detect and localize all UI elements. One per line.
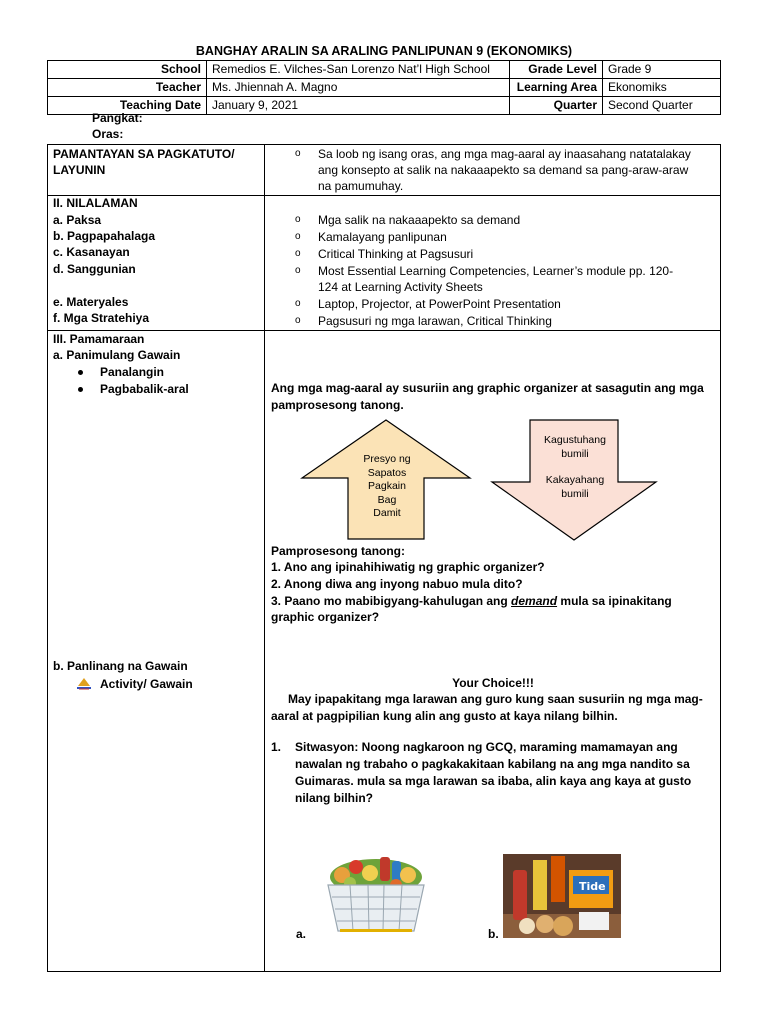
intro-line2: pamprosesong tanong. [271, 398, 404, 412]
option-a-label: a. [296, 927, 307, 941]
question-1: 1. Ano ang ipinahihiwatig ng graphic organizer? [271, 560, 545, 574]
intro-line1: Ang mga mag-aaral ay susuriin ang graphic organizer at sasagutin ang mga [271, 381, 704, 395]
quarter-value: Second Quarter [603, 97, 721, 115]
pangkat-label: Pangkat: [92, 111, 143, 125]
hollow-bullet-icon: o [295, 214, 301, 225]
situation-line4: nilang bilhin? [295, 791, 373, 805]
teaching-date-value: January 9, 2021 [207, 97, 510, 115]
pagbabalik-aral-item: Pagbabalik-aral [100, 382, 189, 396]
detergent-brand-text: Tide [579, 880, 606, 893]
hollow-bullet-icon: o [295, 265, 301, 276]
hollow-bullet-icon: o [295, 248, 301, 259]
content-item-paksa: Mga salik na nakaaapekto sa demand [318, 213, 521, 227]
hollow-bullet-icon: o [295, 315, 301, 326]
content-item-pagpapahalaga: Kamalayang panlipunan [318, 230, 447, 244]
school-label: School [48, 61, 207, 79]
up-arrow-text: Presyo ng [363, 453, 411, 465]
objective-line2: ang konsepto at salik na nakaaapekto sa demand sa pang-araw-araw [318, 163, 689, 177]
panlinang-gawain-label: b. Panlinang na Gawain [53, 659, 188, 673]
arrow-bullet-icon [76, 677, 92, 694]
content-item-sanggunian-line1: Most Essential Learning Competencies, Learner’s module pp. 120- [318, 264, 674, 278]
learning-area-value: Ekonomiks [603, 79, 721, 97]
teacher-value: Ms. Jhiennah A. Magno [207, 79, 510, 97]
stratehiya-label: f. Mga Stratehiya [53, 311, 150, 325]
down-arrow-text: bumili [561, 487, 589, 500]
panimulang-gawain-label: a. Panimulang Gawain [53, 348, 181, 362]
teaching-date-label: Teaching Date [48, 97, 207, 115]
up-arrow-label [346, 453, 428, 521]
kasanayan-label: c. Kasanayan [53, 245, 130, 259]
down-arrow-text: Kagustuhang [544, 434, 606, 446]
learning-area-label: Learning Area [510, 79, 603, 97]
pamamaraan-heading: III. Pamamaraan [53, 332, 145, 346]
situation-number: 1. [271, 740, 282, 754]
up-arrow-text: Damit [373, 507, 401, 519]
objectives-label-line2: LAYUNIN [53, 163, 106, 177]
oras-label: Oras: [92, 127, 124, 141]
groceries-image [503, 854, 621, 938]
objective-line3: na pamumuhay. [318, 179, 404, 193]
document-title: BANGHAY ARALIN SA ARALING PANLIPUNAN 9 (EKONOMIKS) [195, 44, 573, 58]
down-arrow-label [531, 434, 619, 501]
question-3 [271, 593, 672, 610]
row-divider-2 [47, 330, 721, 331]
situation-line3: Guimaras. mula sa mga larawan sa ibaba, alin kaya ang kaya at gusto [295, 774, 692, 788]
school-value: Remedios E. Vilches-San Lorenzo Nat’l High School [207, 61, 510, 79]
up-arrow-text: Bag [377, 493, 397, 506]
demand-term: demand [511, 594, 558, 608]
up-arrow-text: Sapatos [367, 466, 407, 479]
choice-instructions-line2: aaral at pagpipilian kung alin ang gusto at kaya nilang bilhin. [271, 709, 618, 723]
grade-level-value: Grade 9 [603, 61, 721, 79]
column-divider [264, 144, 265, 972]
situation-line1: Sitwasyon: Noong nagkaroon ng GCQ, maraming mamamayan ang [295, 740, 678, 754]
down-arrow-text: bumili [561, 447, 589, 460]
question-3-line2: graphic organizer? [271, 610, 380, 624]
quarter-label: Quarter [510, 97, 603, 115]
question-3-start: 3. Paano mo mabibigyang-kahulugan ang [271, 594, 512, 608]
question-3-end: mula sa ipinakitang [557, 594, 672, 608]
paksa-label: a. Paksa [53, 213, 102, 227]
grocery-basket-image [320, 853, 432, 939]
up-arrow-text: Pagkain [368, 480, 406, 492]
objectives-label-line1: PAMANTAYAN SA PAGKATUTO/ [53, 147, 235, 161]
situation-line2: nawalan ng trabaho o pagkakakitaan kabilang na ang mga nandito sa [295, 757, 690, 771]
objective-line1: Sa loob ng isang oras, ang mga mag-aaral ay inaasahang natatalakay [318, 147, 691, 161]
pamprosesong-tanong-heading: Pamprosesong tanong: [271, 544, 406, 558]
teacher-label: Teacher [48, 79, 207, 97]
grade-level-label: Grade Level [510, 61, 603, 79]
nilalaman-heading: II. NILALAMAN [53, 196, 138, 210]
pagpapahalaga-label: b. Pagpapahalaga [53, 229, 156, 243]
materyales-label: e. Materyales [53, 295, 129, 309]
hollow-bullet-icon: o [295, 298, 301, 309]
sanggunian-label: d. Sanggunian [53, 262, 136, 276]
bullet-icon [78, 370, 83, 375]
content-item-materyales: Laptop, Projector, at PowerPoint Presentation [318, 297, 561, 311]
activity-gawain-item: Activity/ Gawain [100, 677, 193, 691]
content-item-sanggunian-line2: 124 at Learning Activity Sheets [318, 280, 483, 294]
hollow-bullet-icon: o [295, 148, 301, 159]
down-arrow-text: Kakayahang [545, 474, 605, 486]
question-2: 2. Anong diwa ang inyong nabuo mula dito? [271, 577, 523, 591]
hollow-bullet-icon: o [295, 231, 301, 242]
bullet-icon [78, 387, 83, 392]
content-item-kasanayan: Critical Thinking at Pagsusuri [318, 247, 474, 261]
lesson-info-table [47, 60, 721, 115]
option-b-label: b. [488, 927, 499, 941]
choice-instructions-line1: May ipapakitang mga larawan ang guro kung saan susuriin ng mga mag- [288, 692, 703, 706]
your-choice-title: Your Choice!!! [452, 676, 534, 690]
panalangin-item: Panalangin [100, 365, 165, 379]
content-item-stratehiya: Pagsusuri ng mga larawan, Critical Thinking [318, 314, 552, 328]
row-divider-1 [47, 195, 721, 196]
